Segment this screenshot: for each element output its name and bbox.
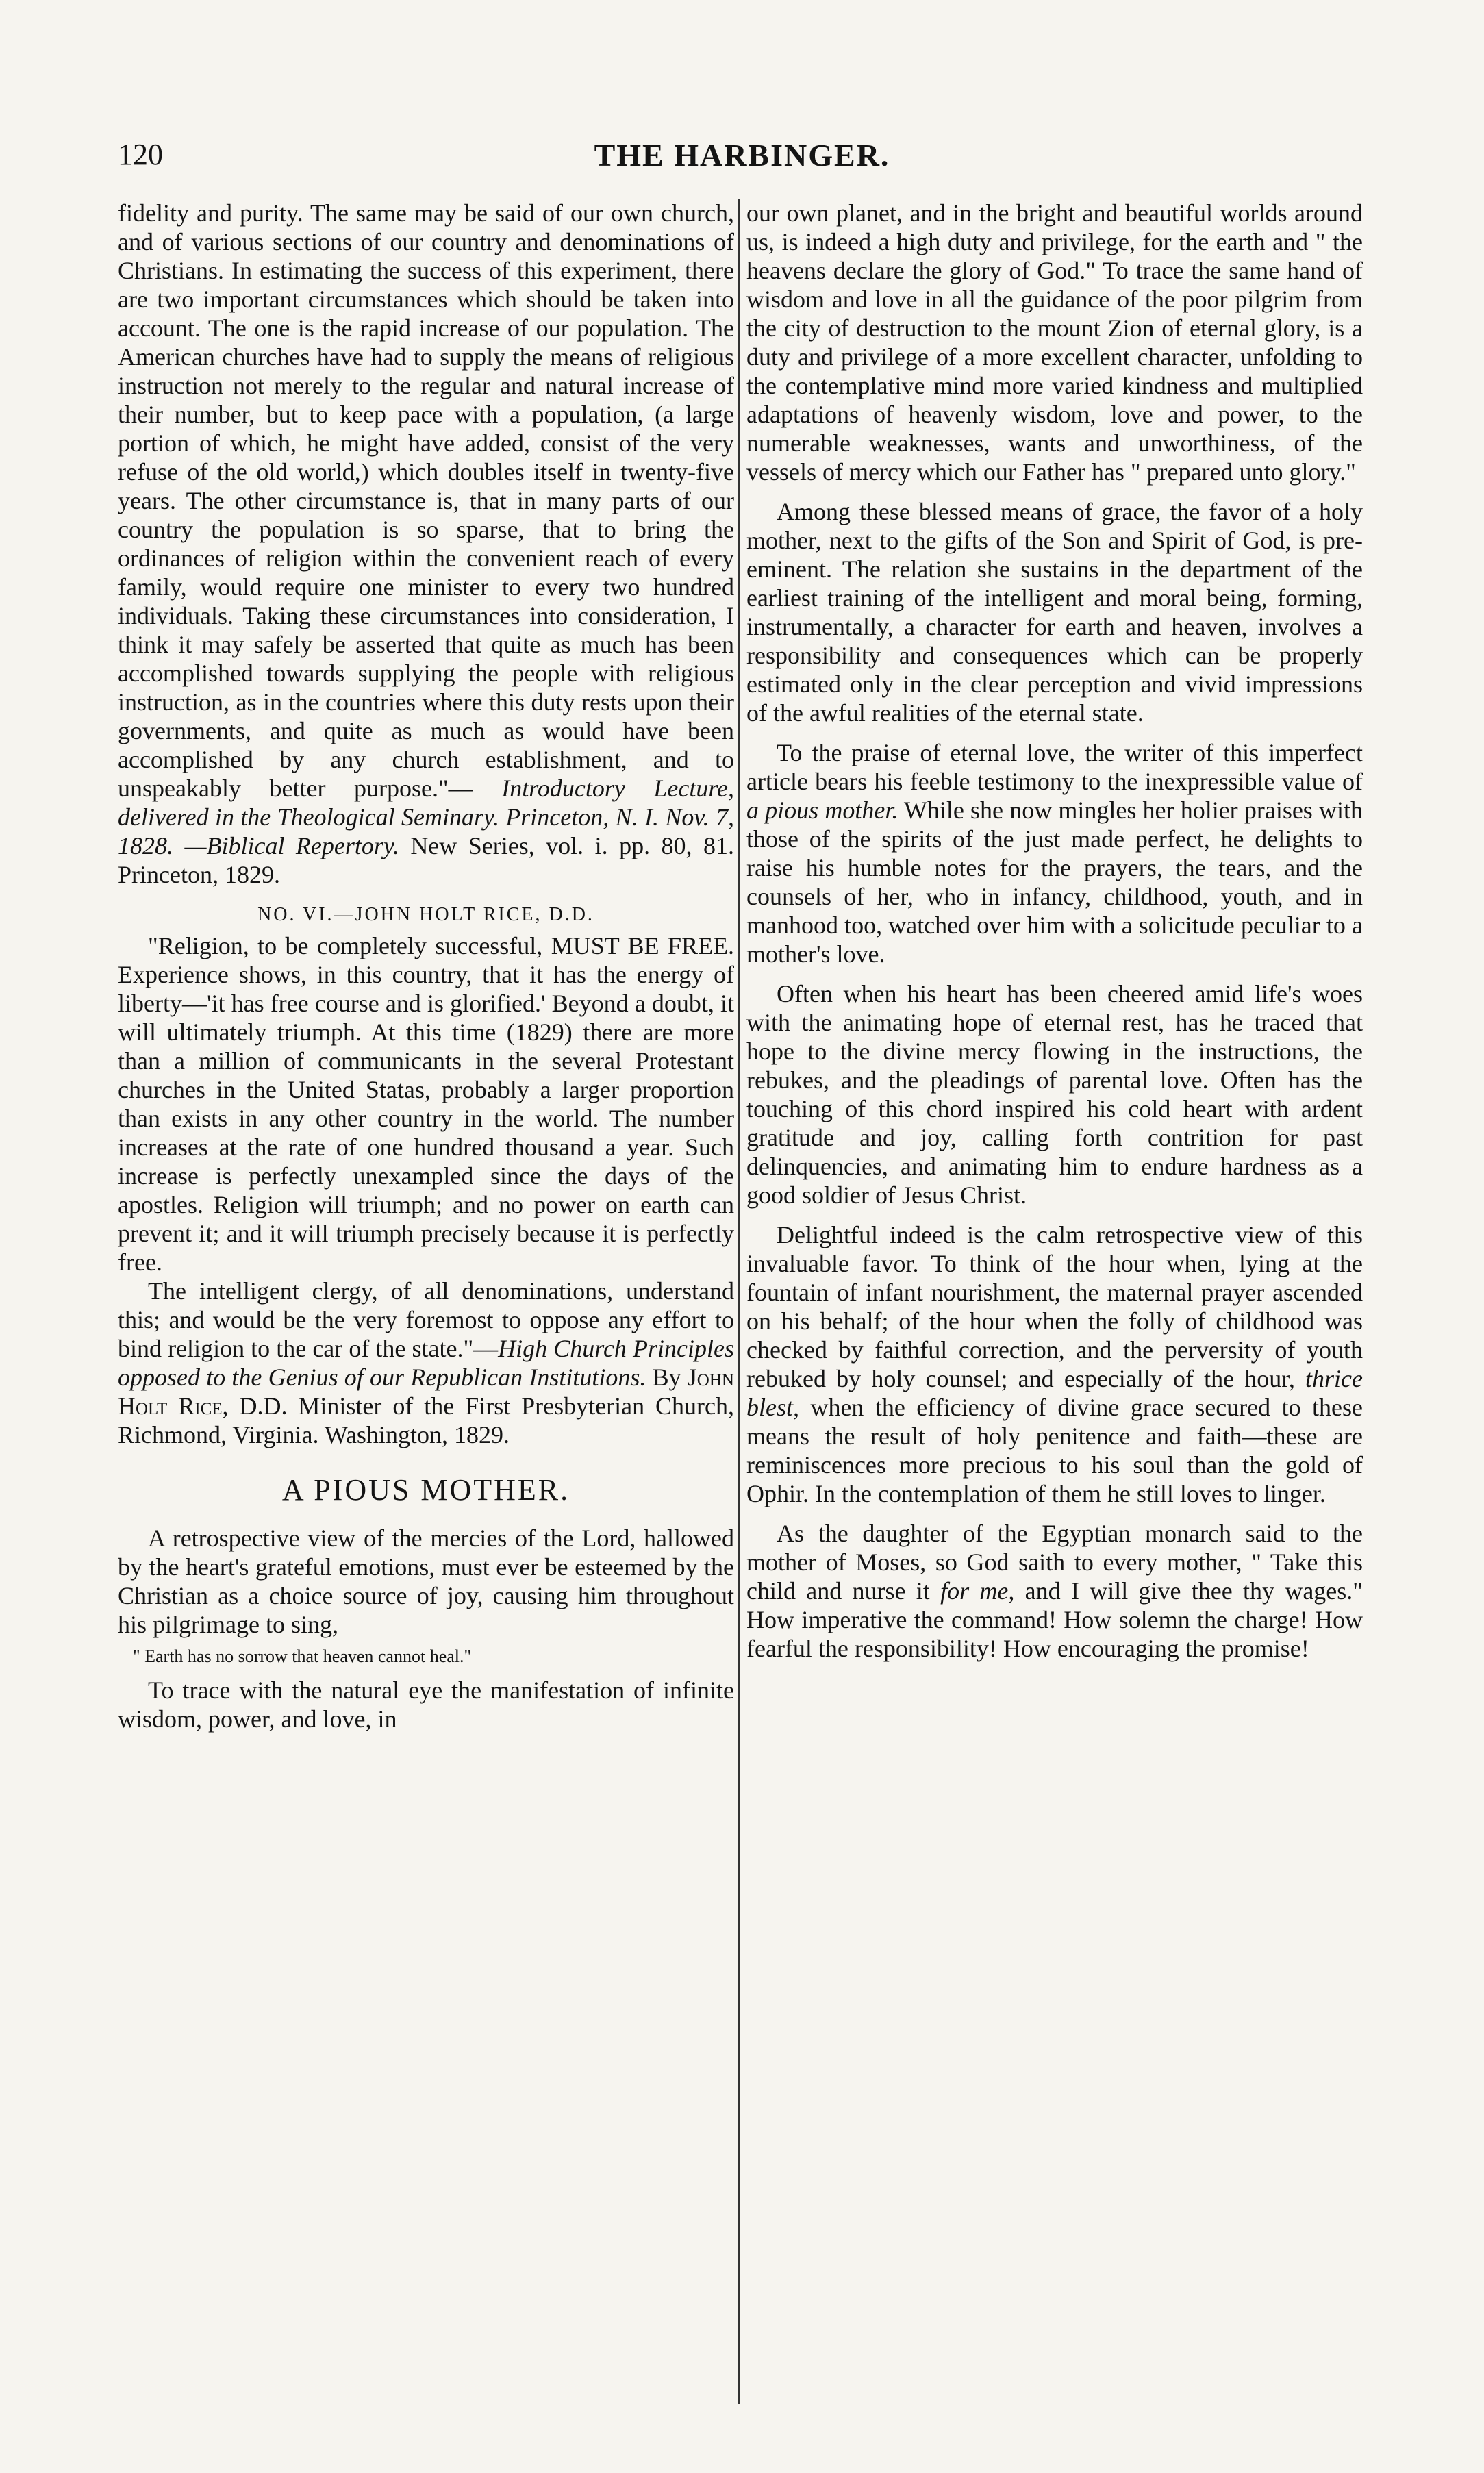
author-name: John Holt Rice bbox=[118, 1364, 734, 1420]
quotation-paragraph bbox=[118, 931, 734, 1277]
paragraph-text: Experience shows, in this country, that it has the energy of liberty—'it has free course and is glorified.' Beyond a doubt, it will ultimately triumph. At this time (1829) there are more than a million of communicants in the several Protestant churches in the United Statas, probably a larger proportion than exists in any other country in the world. The number increases at the rate of one hundred thousand a year. Such increase is perfectly unexampled since the days of the apostles. Religion will triumph; and no power on earth can prevent it; and it will triumph precisely because it is perfectly free. bbox=[118, 961, 734, 1276]
section-heading: NO. VI.—JOHN HOLT RICE, D.D. bbox=[257, 904, 594, 925]
emphasis: a pious mother. bbox=[746, 796, 898, 824]
journal-title: THE HARBINGER. bbox=[594, 138, 890, 173]
paragraph-text: , D.D. Minister of the First Presbyterian Church, Richmond, Virginia. Washington, 1829. bbox=[118, 1392, 734, 1448]
citation: Introductory Lecture, delivered in the Theological Seminary. Princeton, N. I. Nov. 7, 1828. —Biblical Repertory. bbox=[118, 775, 734, 859]
paragraph bbox=[746, 738, 1363, 968]
paragraph: Among these blessed means of grace, the favor of a holy mother, next to the gifts of the Son and Spirit of God, is pre-eminent. The relation she sustains in the department of the earliest training of the intelligent and moral being, forming, instrumentally, a character for earth and heaven, involves a responsibility and consequences which can be properly estimated only in the clear perception and vivid impressions of the awful realities of the eternal state. bbox=[746, 498, 1363, 727]
paragraph bbox=[746, 1519, 1363, 1663]
right-column bbox=[746, 199, 1363, 2431]
left-column bbox=[118, 199, 734, 2431]
article-title: A PIOUS MOTHER. bbox=[281, 1473, 570, 1507]
paragraph-text: The intelligent clergy, of all denominations, understand this; and would be the very foremost to oppose any effort to bind religion to the car of the state."— bbox=[118, 1277, 734, 1362]
paragraph-text: By bbox=[646, 1364, 688, 1391]
emphasis: thrice blest, bbox=[746, 1365, 1363, 1421]
quotation-paragraph bbox=[118, 1277, 734, 1449]
column-divider bbox=[738, 199, 740, 2404]
paragraph-text: Delightful indeed is the calm retrospective view of this invaluable favor. To think of the hour when, lying at the fountain of infant nourishment, the maternal prayer ascended on his behalf; of the hour when the folly of childhood was checked by faithful correction, and the perversity of youth rebuked by holy counsel; and especially of the hour, bbox=[746, 1221, 1363, 1392]
paragraph-text: fidelity and purity. The same may be said of our own church, and of various sections of our country and denominations of Christians. In estimating the success of this experiment, there are two important circumstances which should be taken into account. The one is the rapid increase of our population. The American churches have had to supply the means of religious instruction not merely to the regular and natural increase of their number, but to keep pace with a population, (a large portion of which, he might have added, consist of the very refuse of the old world,) which doubles itself in twenty-five years. The other circumstance is, that in many parts of our country the population is so sparse, that to bring the ordinances of religion within the convenient reach of every family, would require one minister to every two hundred individuals. Taking these circumstances into consideration, I think it may safely be asserted that quite as much has been accomplished towards supplying the people with religious instruction, as in the countries where this duty rests upon their governments, and quite as much as would have been accomplished by any church establishment, and to unspeakably better purpose."— bbox=[118, 199, 734, 802]
emphasis: for me, bbox=[940, 1577, 1015, 1605]
paragraph: Often when his heart has been cheered amid life's woes with the animating hope of eternal rest, has he traced that hope to the divine mercy flowing in the instructions, the rebukes, and the pleadings of parental love. Often has the touching of this chord inspired his cold heart with ardent gratitude and joy, calling forth contrition for past delinquencies, and animating him to endure hardness as a good soldier of Jesus Christ. bbox=[746, 980, 1363, 1209]
paragraph-text: and I will give thee thy wages." How imperative the command! How solemn the charge! How fearful the responsibility! How encouraging the promise! bbox=[746, 1577, 1363, 1662]
citation: High Church Principles opposed to the Genius of our Republican Institutions. bbox=[118, 1335, 734, 1391]
paragraph-text: While she now mingles her holier praises with those of the spirits of the just made perfect, he delights to raise his humble notes for the prayers, the tears, and the counsels of her, who in infancy, childhood, youth, and in manhood too, watched over him with a solicitude peculiar to a mother's love. bbox=[746, 796, 1363, 968]
paragraph bbox=[746, 1220, 1363, 1508]
citation-details: New Series, vol. i. pp. 80, 81. Princeton, 1829. bbox=[118, 832, 734, 888]
paragraph-text: As the daughter of the Egyptian monarch said to the mother of Moses, so God saith to every mother, " Take this child and nurse it bbox=[746, 1520, 1363, 1605]
page-number: 120 bbox=[118, 138, 163, 171]
emphasis-caps: MUST BE FREE. bbox=[551, 932, 734, 959]
paragraph-text: when the efficiency of divine grace secured to these means the result of holy penitence and faith—these are reminiscences more precious to his soul than the gold of Ophir. In the contemplation of them he still loves to linger. bbox=[746, 1394, 1363, 1507]
paragraph: A retrospective view of the mercies of the Lord, hallowed by the heart's grateful emotions, must ever be esteemed by the Christian as a choice source of joy, causing him throughout his pilgrimage to sing, bbox=[118, 1524, 734, 1638]
paragraph-text: To the praise of eternal love, the writer of this imperfect article bears his feeble testimony to the inexpressible value of bbox=[746, 739, 1363, 795]
paragraph: our own planet, and in the bright and beautiful worlds around us, is indeed a high duty and privilege, for the earth and " the heavens declare the glory of God." To trace the same hand of wisdom and love in all the guidance of the poor pilgrim from the city of destruction to the mount Zion of eternal glory, is a duty and privilege of a more excellent character, unfolding to the contemplative mind more varied kindness and multiplied adaptations of heavenly wisdom, love and power, to the numerable weaknesses, wants and unworthiness, of the vessels of mercy which our Father has " prepared unto glory." bbox=[746, 199, 1363, 486]
verse-quote: " Earth has no sorrow that heaven cannot heal." bbox=[133, 1646, 472, 1666]
paragraph: To trace with the natural eye the manifestation of infinite wisdom, power, and love, in bbox=[118, 1677, 734, 1733]
paragraph-text: "Religion, to be completely successful, bbox=[148, 932, 551, 959]
running-head bbox=[118, 137, 1366, 178]
paragraph bbox=[118, 199, 734, 889]
